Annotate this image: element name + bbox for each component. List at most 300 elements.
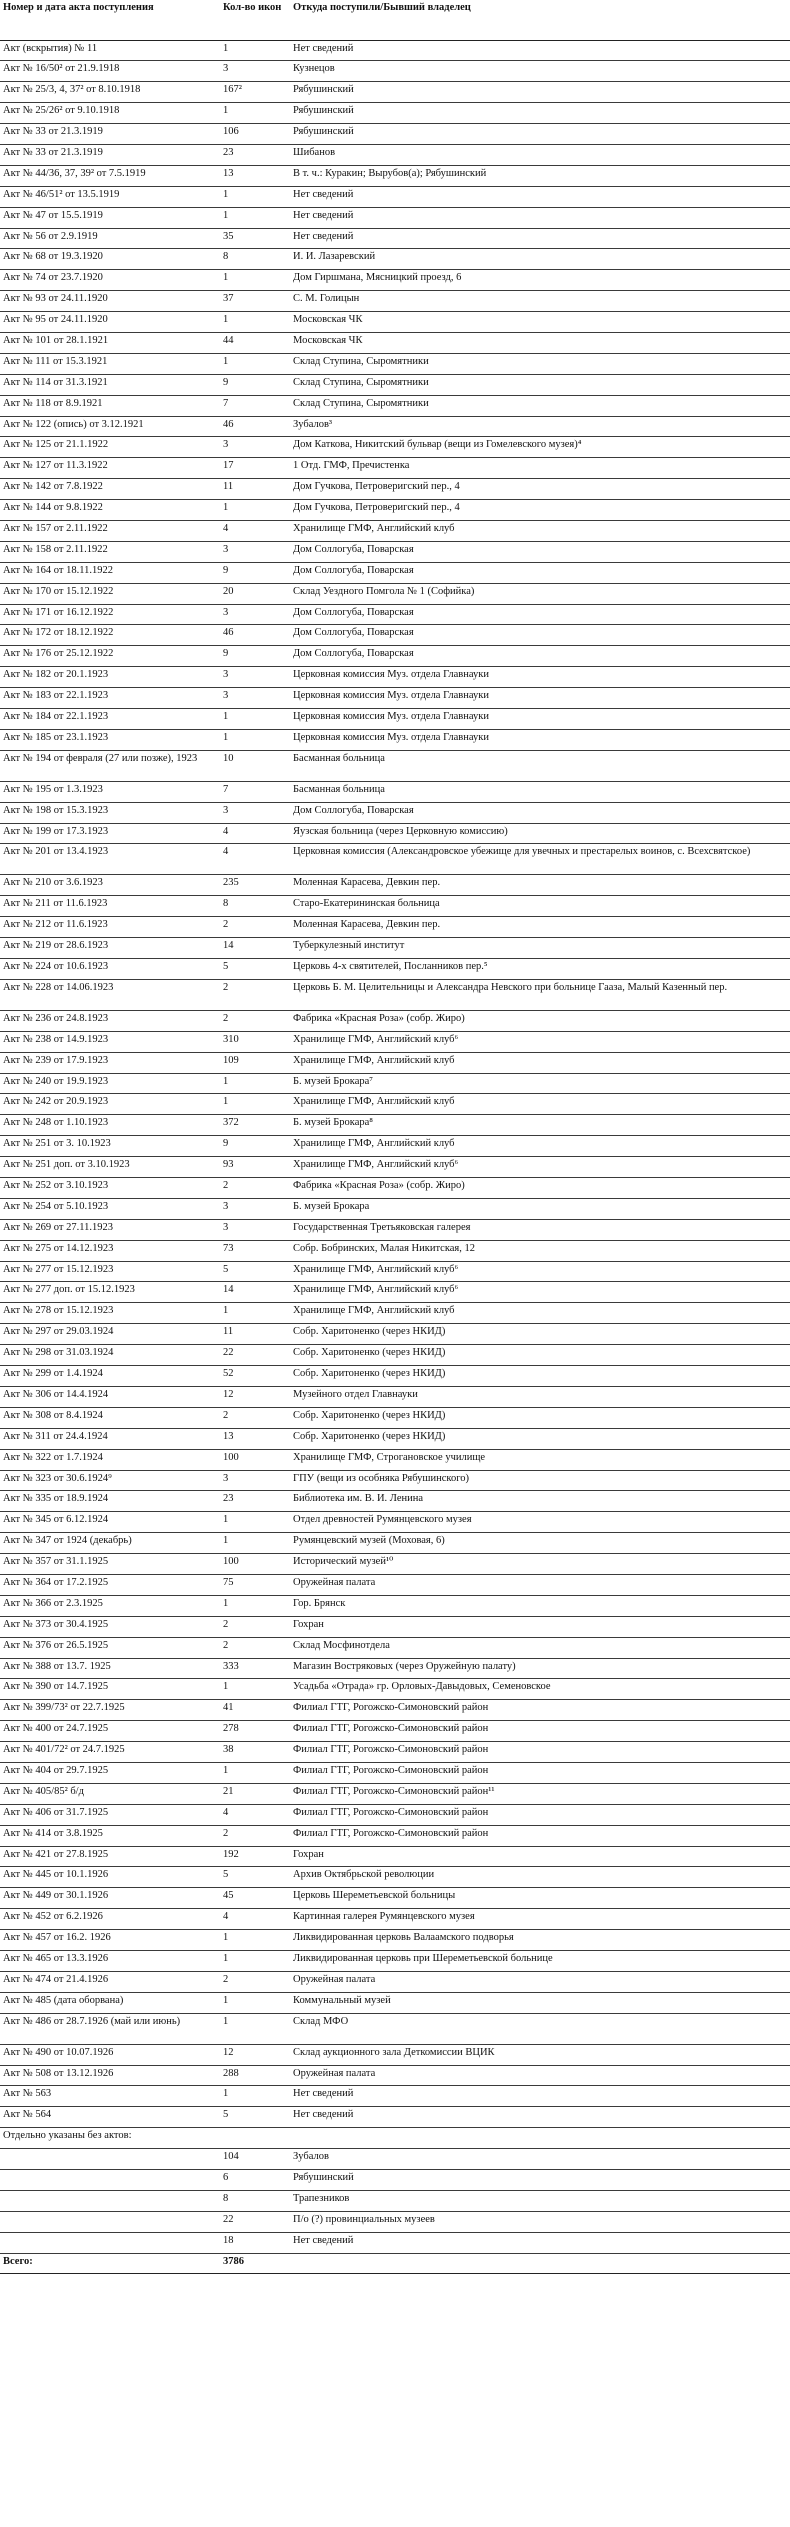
cell-origin: Церковь Шереметьевской больницы xyxy=(289,1888,790,1909)
cell-act: Акт № 269 от 27.11.1923 xyxy=(0,1219,217,1240)
cell-count: 20 xyxy=(217,583,289,604)
cell-count: 1 xyxy=(217,270,289,291)
table-header-row xyxy=(0,0,790,40)
cell-count: 14 xyxy=(217,1282,289,1303)
table-row xyxy=(0,165,790,186)
cell-act: Акт № 373 от 30.4.1925 xyxy=(0,1616,217,1637)
cell-count: 1 xyxy=(217,1512,289,1533)
cell-origin: Рябушинский xyxy=(289,103,790,124)
table-row xyxy=(0,802,790,823)
cell-origin: Моленная Карасева, Девкин пер. xyxy=(289,917,790,938)
cell-origin: Рябушинский xyxy=(289,2170,790,2191)
cell-count: 109 xyxy=(217,1052,289,1073)
cell-count: 288 xyxy=(217,2065,289,2086)
cell-act: Акт № 298 от 31.03.1924 xyxy=(0,1345,217,1366)
section-label: Отдельно указаны без актов: xyxy=(0,2128,790,2149)
cell-act: Акт № 16/50² от 21.9.1918 xyxy=(0,61,217,82)
cell-count: 106 xyxy=(217,124,289,145)
cell-count: 100 xyxy=(217,1554,289,1575)
table-row xyxy=(0,1616,790,1637)
table-row xyxy=(0,688,790,709)
cell-count: 44 xyxy=(217,332,289,353)
cell-count: 1 xyxy=(217,186,289,207)
cell-origin: Склад Ступина, Сыромятники xyxy=(289,374,790,395)
cell-act: Акт № 111 от 15.3.1921 xyxy=(0,353,217,374)
cell-count: 5 xyxy=(217,1261,289,1282)
cell-act: Акт № 201 от 13.4.1923 xyxy=(0,844,217,875)
cell-origin: Оружейная палата xyxy=(289,1971,790,1992)
table-row xyxy=(0,40,790,61)
cell-act: Акт № 401/72² от 24.7.1925 xyxy=(0,1742,217,1763)
cell-count: 4 xyxy=(217,1909,289,1930)
cell-act: Акт № 277 от 15.12.1923 xyxy=(0,1261,217,1282)
table-row xyxy=(0,2232,790,2253)
cell-act: Акт № 114 от 31.3.1921 xyxy=(0,374,217,395)
table-row xyxy=(0,1742,790,1763)
cell-act xyxy=(0,2190,217,2211)
table-row xyxy=(0,709,790,730)
cell-count: 11 xyxy=(217,1324,289,1345)
cell-act: Акт № 172 от 18.12.1922 xyxy=(0,625,217,646)
cell-origin: Усадьба «Отрада» гр. Орловых-Давыдовых, Семеновское xyxy=(289,1679,790,1700)
cell-act: Акт № 164 от 18.11.1922 xyxy=(0,562,217,583)
cell-act: Акт № 171 от 16.12.1922 xyxy=(0,604,217,625)
table-row xyxy=(0,291,790,312)
cell-act: Акт № 445 от 10.1.1926 xyxy=(0,1867,217,1888)
cell-count: 7 xyxy=(217,395,289,416)
cell-act: Акт № 239 от 17.9.1923 xyxy=(0,1052,217,1073)
cell-origin: Гор. Брянск xyxy=(289,1595,790,1616)
cell-count: 1 xyxy=(217,709,289,730)
cell-act: Акт № 297 от 29.03.1924 xyxy=(0,1324,217,1345)
cell-count: 37 xyxy=(217,291,289,312)
cell-origin: Яузская больница (через Церковную комиссию) xyxy=(289,823,790,844)
cell-act: Акт № 127 от 11.3.1922 xyxy=(0,458,217,479)
table-row xyxy=(0,938,790,959)
table-row xyxy=(0,896,790,917)
cell-origin: И. И. Лазаревский xyxy=(289,249,790,270)
cell-act: Акт № 390 от 14.7.1925 xyxy=(0,1679,217,1700)
cell-origin: Склад Мосфинотдела xyxy=(289,1637,790,1658)
table-row xyxy=(0,750,790,781)
cell-count: 1 xyxy=(217,40,289,61)
total-row xyxy=(0,2253,790,2274)
cell-count: 9 xyxy=(217,646,289,667)
cell-act: Акт № 228 от 14.06.1923 xyxy=(0,979,217,1010)
cell-count: 167² xyxy=(217,82,289,103)
cell-count: 3 xyxy=(217,604,289,625)
table-row xyxy=(0,270,790,291)
table-row xyxy=(0,2211,790,2232)
cell-count: 9 xyxy=(217,562,289,583)
table-row xyxy=(0,1303,790,1324)
cell-origin: Трапезников xyxy=(289,2190,790,2211)
cell-count: 8 xyxy=(217,2190,289,2211)
cell-act: Акт № 95 от 24.11.1920 xyxy=(0,312,217,333)
cell-act: Акт № 47 от 15.5.1919 xyxy=(0,207,217,228)
cell-count: 13 xyxy=(217,1428,289,1449)
table-row xyxy=(0,1219,790,1240)
table-row xyxy=(0,395,790,416)
table-row xyxy=(0,458,790,479)
cell-count: 8 xyxy=(217,249,289,270)
table-row xyxy=(0,2107,790,2128)
cell-act: Акт № 278 от 15.12.1923 xyxy=(0,1303,217,1324)
cell-act xyxy=(0,2211,217,2232)
cell-origin: Зубалов xyxy=(289,2149,790,2170)
cell-act: Акт № 25/3, 4, 37² от 8.10.1918 xyxy=(0,82,217,103)
cell-count: 2 xyxy=(217,1616,289,1637)
cell-origin: Склад Ступина, Сыромятники xyxy=(289,395,790,416)
cell-origin: Склад Ступина, Сыромятники xyxy=(289,353,790,374)
cell-origin: Хранилище ГМФ, Английский клуб xyxy=(289,1136,790,1157)
table-row xyxy=(0,2190,790,2211)
cell-count: 9 xyxy=(217,1136,289,1157)
table-row xyxy=(0,1428,790,1449)
cell-origin: В т. ч.: Куракин; Вырубов(а); Рябушинский xyxy=(289,165,790,186)
cell-origin: Басманная больница xyxy=(289,750,790,781)
cell-act: Акт № 183 от 22.1.1923 xyxy=(0,688,217,709)
cell-count: 23 xyxy=(217,144,289,165)
cell-count: 1 xyxy=(217,1073,289,1094)
cell-origin: Нет сведений xyxy=(289,2086,790,2107)
cell-origin: Басманная больница xyxy=(289,781,790,802)
cell-count: 1 xyxy=(217,729,289,750)
table-row xyxy=(0,2065,790,2086)
cell-act: Акт (вскрытия) № 11 xyxy=(0,40,217,61)
cell-origin: Шибанов xyxy=(289,144,790,165)
cell-origin: Дом Соллогуба, Поварская xyxy=(289,646,790,667)
cell-act: Акт № 508 от 13.12.1926 xyxy=(0,2065,217,2086)
cell-count: 1 xyxy=(217,1762,289,1783)
cell-act: Акт № 68 от 19.3.1920 xyxy=(0,249,217,270)
cell-origin: Нет сведений xyxy=(289,186,790,207)
cell-act: Акт № 486 от 28.7.1926 (май или июнь) xyxy=(0,2013,217,2044)
cell-act: Акт № 405/85² б/д xyxy=(0,1783,217,1804)
cell-act: Акт № 452 от 6.2.1926 xyxy=(0,1909,217,1930)
cell-origin: Дом Гиршмана, Мясницкий проезд, 6 xyxy=(289,270,790,291)
cell-count: 235 xyxy=(217,875,289,896)
table-row xyxy=(0,249,790,270)
cell-origin: Нет сведений xyxy=(289,2107,790,2128)
table-row xyxy=(0,781,790,802)
cell-count: 100 xyxy=(217,1449,289,1470)
cell-origin: Церковь 4-х святителей, Посланников пер.⁵ xyxy=(289,959,790,980)
cell-act: Акт № 277 доп. от 15.12.1923 xyxy=(0,1282,217,1303)
cell-origin: Нет сведений xyxy=(289,207,790,228)
cell-count: 1 xyxy=(217,2013,289,2044)
cell-count: 1 xyxy=(217,1595,289,1616)
cell-count: 23 xyxy=(217,1491,289,1512)
table-row xyxy=(0,1198,790,1219)
cell-origin: Государственная Третьяковская галерея xyxy=(289,1219,790,1240)
cell-count: 372 xyxy=(217,1115,289,1136)
table-row xyxy=(0,144,790,165)
cell-count: 75 xyxy=(217,1574,289,1595)
table-row xyxy=(0,2013,790,2044)
cell-act: Акт № 457 от 16.2. 1926 xyxy=(0,1930,217,1951)
cell-act: Акт № 275 от 14.12.1923 xyxy=(0,1240,217,1261)
table-row xyxy=(0,1867,790,1888)
table-row xyxy=(0,823,790,844)
cell-origin: Дом Соллогуба, Поварская xyxy=(289,625,790,646)
cell-origin: Рябушинский xyxy=(289,124,790,145)
cell-origin: Хранилище ГМФ, Английский клуб⁶ xyxy=(289,1157,790,1178)
table-row xyxy=(0,61,790,82)
cell-act: Акт № 465 от 13.3.1926 xyxy=(0,1950,217,1971)
cell-act: Акт № 364 от 17.2.1925 xyxy=(0,1574,217,1595)
table-row xyxy=(0,1157,790,1178)
table-row xyxy=(0,667,790,688)
cell-act: Акт № 236 от 24.8.1923 xyxy=(0,1010,217,1031)
cell-count: 2 xyxy=(217,1971,289,1992)
cell-origin: Дом Соллогуба, Поварская xyxy=(289,541,790,562)
table-row xyxy=(0,979,790,1010)
cell-count: 1 xyxy=(217,103,289,124)
cell-act: Акт № 490 от 10.07.1926 xyxy=(0,2044,217,2065)
cell-act: Акт № 199 от 17.3.1923 xyxy=(0,823,217,844)
cell-origin: Нет сведений xyxy=(289,40,790,61)
cell-origin: Церковь Б. М. Целительницы и Александра Невского при больнице Гааза, Малый Казенный пер. xyxy=(289,979,790,1010)
table-row xyxy=(0,416,790,437)
cell-act: Акт № 157 от 2.11.1922 xyxy=(0,520,217,541)
cell-count: 46 xyxy=(217,416,289,437)
cell-count: 1 xyxy=(217,2086,289,2107)
cell-act: Акт № 198 от 15.3.1923 xyxy=(0,802,217,823)
cell-count: 1 xyxy=(217,353,289,374)
table-row xyxy=(0,625,790,646)
cell-count: 2 xyxy=(217,1178,289,1199)
cell-origin: Хранилище ГМФ, Английский клуб xyxy=(289,520,790,541)
cell-origin: Собр. Харитоненко (через НКИД) xyxy=(289,1324,790,1345)
cell-act: Акт № 194 от февраля (27 или позже), 1923 xyxy=(0,750,217,781)
cell-origin: Нет сведений xyxy=(289,2232,790,2253)
cell-act: Акт № 251 доп. от 3.10.1923 xyxy=(0,1157,217,1178)
cell-count: 35 xyxy=(217,228,289,249)
table-row xyxy=(0,1345,790,1366)
cell-act: Акт № 184 от 22.1.1923 xyxy=(0,709,217,730)
table-row xyxy=(0,1679,790,1700)
cell-act: Акт № 195 от 1.3.1923 xyxy=(0,781,217,802)
cell-count: 7 xyxy=(217,781,289,802)
cell-act: Акт № 564 xyxy=(0,2107,217,2128)
cell-origin: Фабрика «Красная Роза» (собр. Жиро) xyxy=(289,1178,790,1199)
table-row xyxy=(0,1804,790,1825)
table-row xyxy=(0,103,790,124)
cell-origin: П/о (?) провинциальных музеев xyxy=(289,2211,790,2232)
table-row xyxy=(0,1470,790,1491)
cell-act: Акт № 238 от 14.9.1923 xyxy=(0,1031,217,1052)
table-row xyxy=(0,1595,790,1616)
table-row xyxy=(0,1971,790,1992)
cell-origin: Склад аукционного зала Деткомиссии ВЦИК xyxy=(289,2044,790,2065)
cell-act: Акт № 357 от 31.1.1925 xyxy=(0,1554,217,1575)
cell-count: 6 xyxy=(217,2170,289,2191)
cell-origin: Фабрика «Красная Роза» (собр. Жиро) xyxy=(289,1010,790,1031)
cell-act: Акт № 474 от 21.4.1926 xyxy=(0,1971,217,1992)
table-row xyxy=(0,875,790,896)
table-row xyxy=(0,186,790,207)
cell-count: 3 xyxy=(217,688,289,709)
cell-act: Акт № 311 от 24.4.1924 xyxy=(0,1428,217,1449)
total-empty xyxy=(289,2253,790,2274)
table-row xyxy=(0,1700,790,1721)
cell-count: 22 xyxy=(217,1345,289,1366)
cell-count: 3 xyxy=(217,61,289,82)
cell-count: 2 xyxy=(217,1825,289,1846)
table-row xyxy=(0,1909,790,1930)
cell-origin: 1 Отд. ГМФ, Пречистенка xyxy=(289,458,790,479)
cell-act: Акт № 240 от 19.9.1923 xyxy=(0,1073,217,1094)
table-row xyxy=(0,82,790,103)
table-row xyxy=(0,1178,790,1199)
cell-origin: Б. музей Брокара⁷ xyxy=(289,1073,790,1094)
table-row xyxy=(0,500,790,521)
table-row xyxy=(0,1073,790,1094)
table-row xyxy=(0,917,790,938)
cell-origin: Филиал ГТГ, Рогожско-Симоновский район xyxy=(289,1742,790,1763)
table-row xyxy=(0,1261,790,1282)
table-row xyxy=(0,1512,790,1533)
cell-origin: Архив Октябрьской революции xyxy=(289,1867,790,1888)
cell-count: 3 xyxy=(217,1470,289,1491)
table-row xyxy=(0,1115,790,1136)
header-act-number: Номер и дата акта поступления xyxy=(0,0,217,40)
cell-origin: Филиал ГТГ, Рогожско-Симоновский район xyxy=(289,1804,790,1825)
cell-origin: Дом Гучкова, Петроверигский пер., 4 xyxy=(289,500,790,521)
table-row xyxy=(0,1930,790,1951)
cell-origin: Моленная Карасева, Девкин пер. xyxy=(289,875,790,896)
cell-origin: Дом Соллогуба, Поварская xyxy=(289,802,790,823)
table-row xyxy=(0,1491,790,1512)
cell-origin: Хранилище ГМФ, Английский клуб xyxy=(289,1303,790,1324)
cell-act xyxy=(0,2232,217,2253)
table-row xyxy=(0,1825,790,1846)
cell-origin: Филиал ГТГ, Рогожско-Симоновский район xyxy=(289,1721,790,1742)
table-row xyxy=(0,1950,790,1971)
cell-count: 3 xyxy=(217,1219,289,1240)
table-row xyxy=(0,1658,790,1679)
table-row xyxy=(0,1992,790,2013)
cell-act: Акт № 335 от 18.9.1924 xyxy=(0,1491,217,1512)
cell-act: Акт № 323 от 30.6.1924⁹ xyxy=(0,1470,217,1491)
cell-count: 21 xyxy=(217,1783,289,1804)
cell-count: 9 xyxy=(217,374,289,395)
table-row xyxy=(0,1554,790,1575)
cell-origin: Хранилище ГМФ, Английский клуб xyxy=(289,1052,790,1073)
cell-origin: Собр. Харитоненко (через НКИД) xyxy=(289,1428,790,1449)
cell-count: 13 xyxy=(217,165,289,186)
cell-origin: Коммунальный музей xyxy=(289,1992,790,2013)
section-row xyxy=(0,2128,790,2149)
cell-count: 1 xyxy=(217,1679,289,1700)
cell-act: Акт № 242 от 20.9.1923 xyxy=(0,1094,217,1115)
cell-origin: Церковная комиссия Муз. отдела Главнауки xyxy=(289,729,790,750)
cell-act: Акт № 399/73² от 22.7.1925 xyxy=(0,1700,217,1721)
cell-count: 8 xyxy=(217,896,289,917)
cell-origin: Картинная галерея Румянцевского музея xyxy=(289,1909,790,1930)
cell-act: Акт № 33 от 21.3.1919 xyxy=(0,124,217,145)
table-row xyxy=(0,844,790,875)
cell-count: 2 xyxy=(217,979,289,1010)
cell-count: 4 xyxy=(217,520,289,541)
cell-count: 2 xyxy=(217,1407,289,1428)
table-row xyxy=(0,562,790,583)
cell-origin: Склад МФО xyxy=(289,2013,790,2044)
cell-origin: Румянцевский музей (Моховая, 6) xyxy=(289,1533,790,1554)
table-row xyxy=(0,353,790,374)
cell-count: 5 xyxy=(217,959,289,980)
cell-origin: Библиотека им. В. И. Ленина xyxy=(289,1491,790,1512)
cell-origin: Склад Уездного Помгола № 1 (Софийка) xyxy=(289,583,790,604)
table-row xyxy=(0,604,790,625)
table-row xyxy=(0,1031,790,1052)
cell-act: Акт № 400 от 24.7.1925 xyxy=(0,1721,217,1742)
cell-origin: Собр. Бобринских, Малая Никитская, 12 xyxy=(289,1240,790,1261)
cell-act: Акт № 224 от 10.6.1923 xyxy=(0,959,217,980)
table-row xyxy=(0,332,790,353)
table-row xyxy=(0,1010,790,1031)
cell-origin: Собр. Харитоненко (через НКИД) xyxy=(289,1366,790,1387)
cell-count: 17 xyxy=(217,458,289,479)
cell-origin: Филиал ГТГ, Рогожско-Симоновский район xyxy=(289,1700,790,1721)
table-row xyxy=(0,374,790,395)
cell-act: Акт № 251 от 3. 10.1923 xyxy=(0,1136,217,1157)
cell-origin: Б. музей Брокара xyxy=(289,1198,790,1219)
cell-origin: Дом Гучкова, Петроверигский пер., 4 xyxy=(289,479,790,500)
table-row xyxy=(0,1888,790,1909)
table-row xyxy=(0,207,790,228)
cell-act: Акт № 485 (дата оборвана) xyxy=(0,1992,217,2013)
cell-act: Акт № 449 от 30.1.1926 xyxy=(0,1888,217,1909)
cell-count: 5 xyxy=(217,1867,289,1888)
cell-origin: Гохран xyxy=(289,1846,790,1867)
cell-origin: Церковная комиссия Муз. отдела Главнауки xyxy=(289,709,790,730)
cell-act: Акт № 376 от 26.5.1925 xyxy=(0,1637,217,1658)
table-row xyxy=(0,437,790,458)
cell-count: 18 xyxy=(217,2232,289,2253)
total-label: Всего: xyxy=(0,2253,217,2274)
table-row xyxy=(0,1052,790,1073)
cell-origin: Музейного отдел Главнауки xyxy=(289,1386,790,1407)
table-row xyxy=(0,1783,790,1804)
cell-count: 104 xyxy=(217,2149,289,2170)
table-row xyxy=(0,2086,790,2107)
cell-act xyxy=(0,2149,217,2170)
cell-count: 2 xyxy=(217,1010,289,1031)
cell-origin: Церковная комиссия (Александровское убежище для увечных и престарелых воинов, с. Всехсвятское) xyxy=(289,844,790,875)
cell-act: Акт № 182 от 20.1.1923 xyxy=(0,667,217,688)
cell-act: Акт № 210 от 3.6.1923 xyxy=(0,875,217,896)
cell-act: Акт № 414 от 3.8.1925 xyxy=(0,1825,217,1846)
table-row xyxy=(0,124,790,145)
cell-count: 1 xyxy=(217,1094,289,1115)
cell-origin: Собр. Харитоненко (через НКИД) xyxy=(289,1407,790,1428)
cell-origin: Церковная комиссия Муз. отдела Главнауки xyxy=(289,688,790,709)
cell-act: Акт № 252 от 3.10.1923 xyxy=(0,1178,217,1199)
cell-count: 1 xyxy=(217,1950,289,1971)
cell-count: 3 xyxy=(217,437,289,458)
table-row xyxy=(0,1094,790,1115)
cell-count: 1 xyxy=(217,207,289,228)
total-value: 3786 xyxy=(217,2253,289,2274)
cell-origin: Ликвидированная церковь при Шереметьевской больнице xyxy=(289,1950,790,1971)
cell-act: Акт № 306 от 14.4.1924 xyxy=(0,1386,217,1407)
cell-act: Акт № 212 от 11.6.1923 xyxy=(0,917,217,938)
table-row xyxy=(0,1282,790,1303)
cell-origin: Хранилище ГМФ, Английский клуб⁶ xyxy=(289,1261,790,1282)
cell-count: 3 xyxy=(217,802,289,823)
